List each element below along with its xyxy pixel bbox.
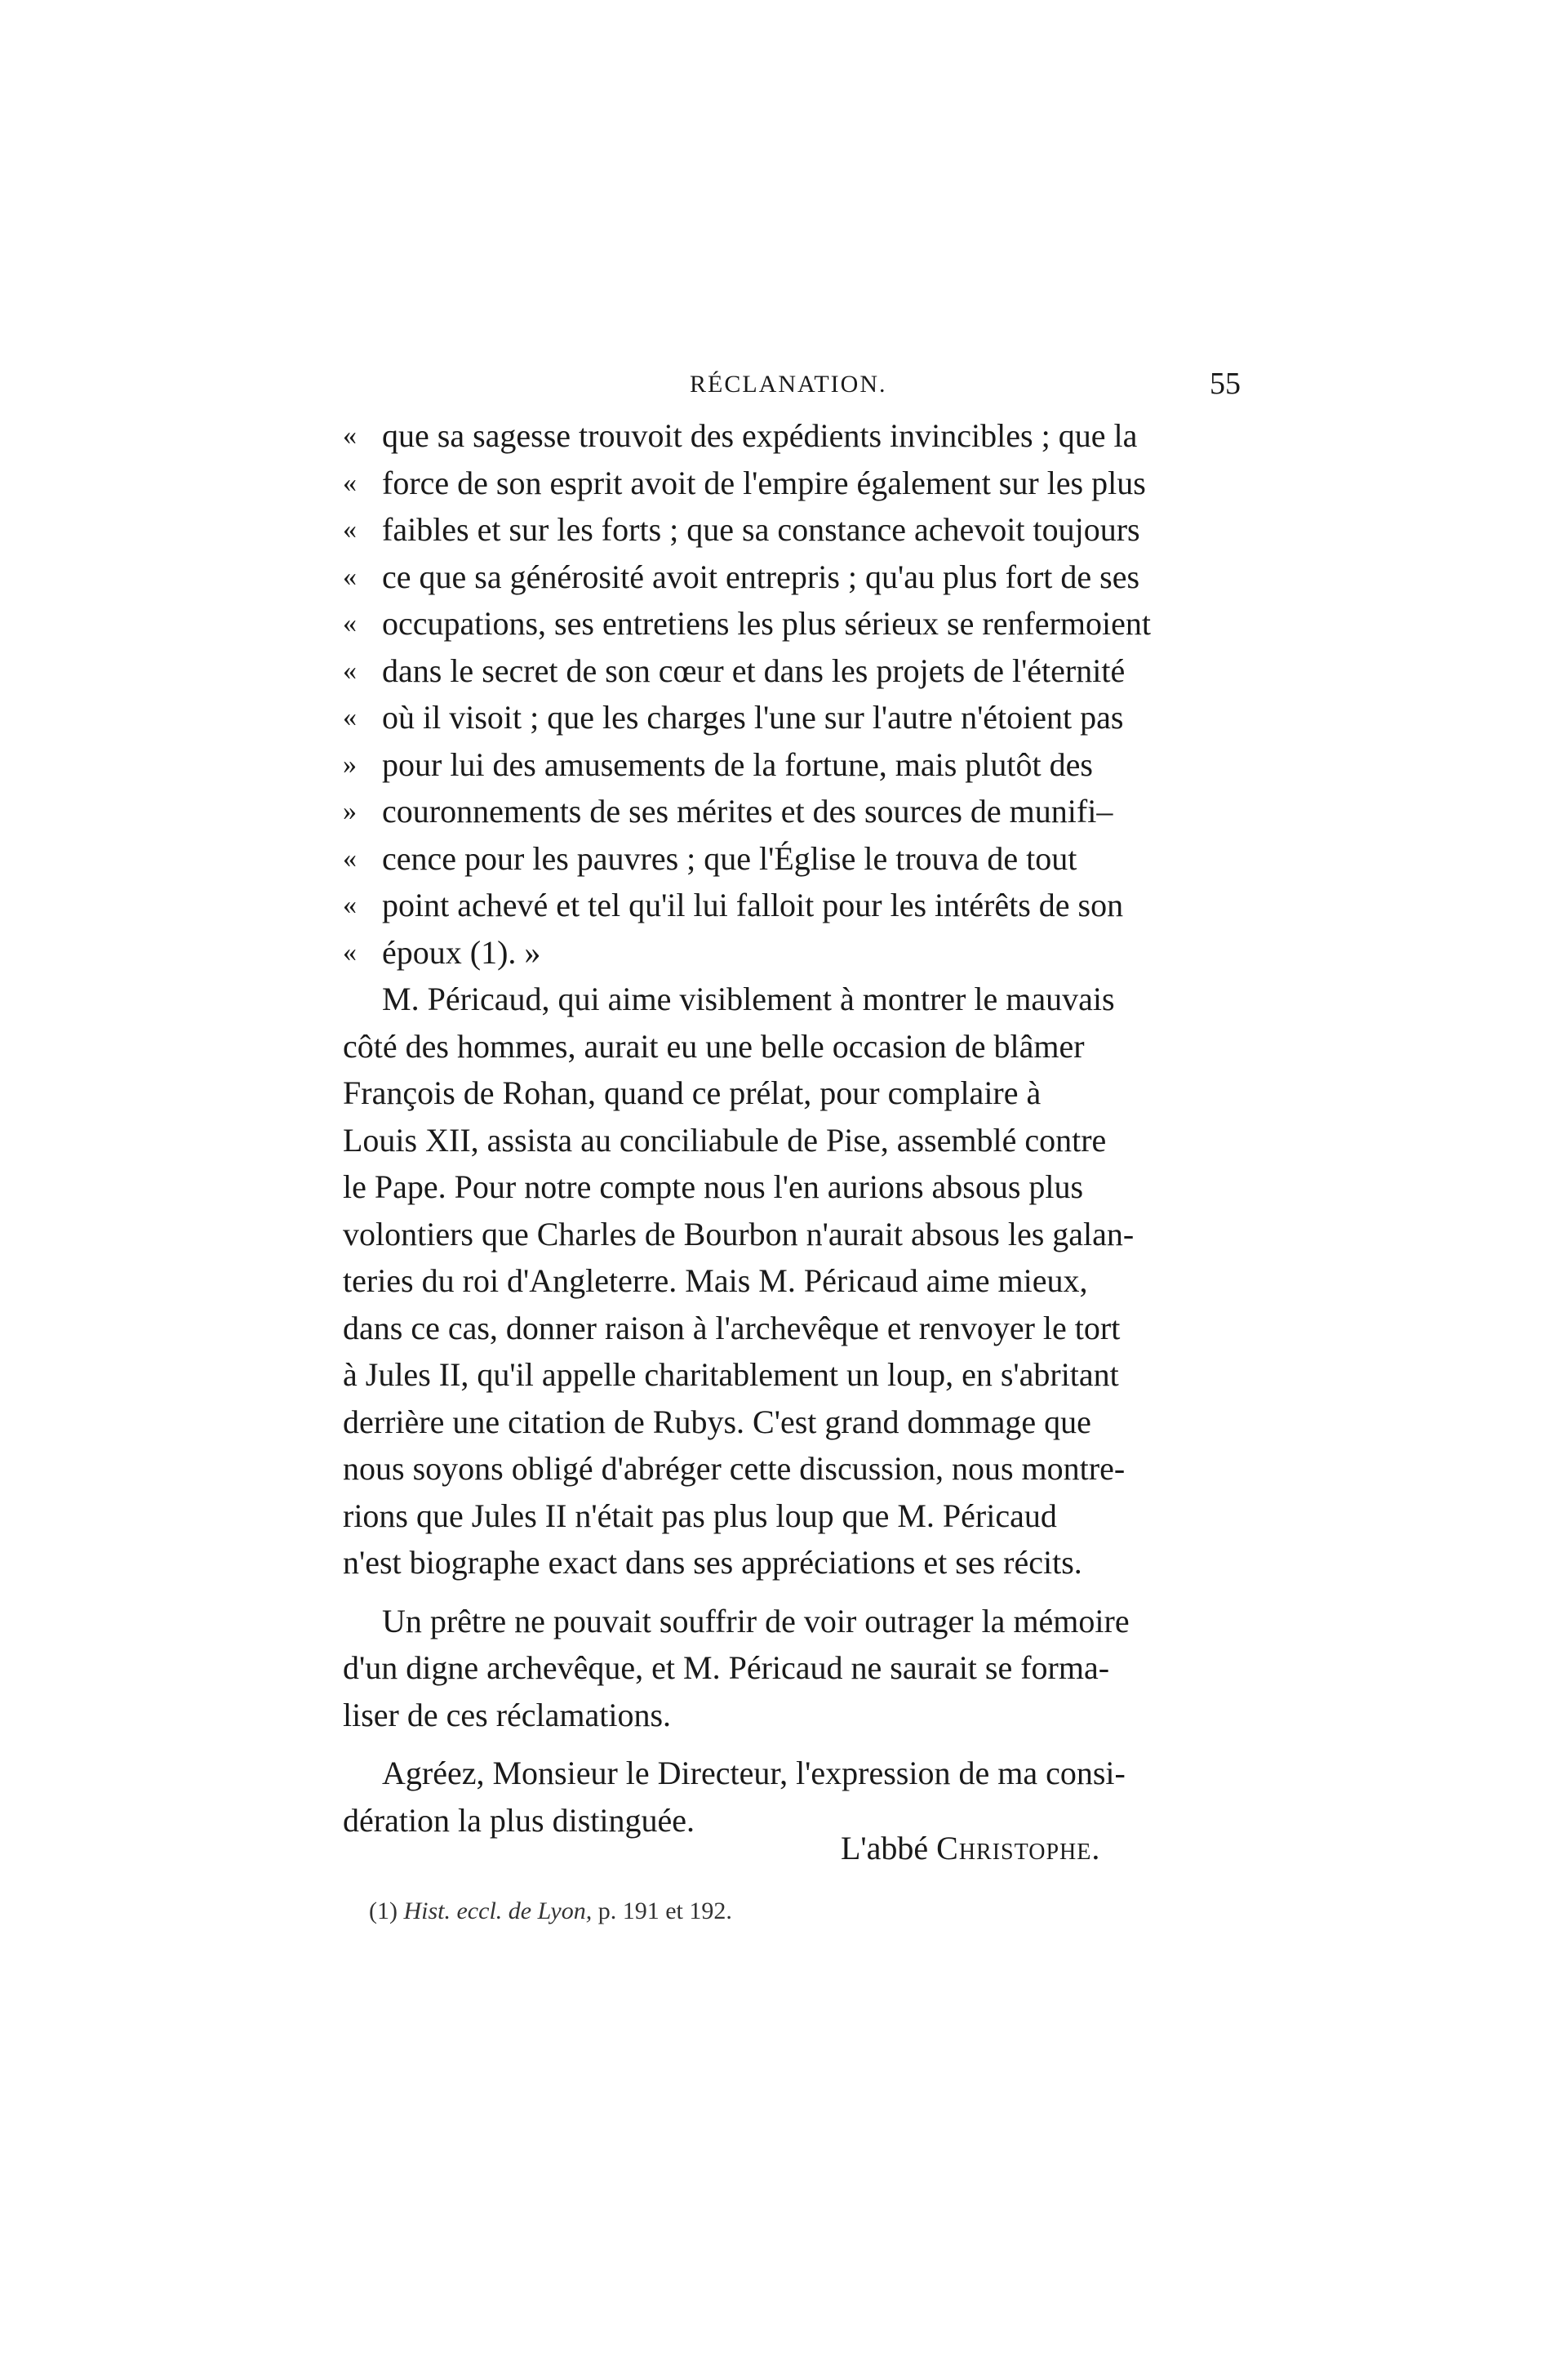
quote-line: « occupations, ses entretiens les plus sérieux se renfermoient [343, 600, 1224, 647]
paragraph-line: volontiers que Charles de Bourbon n'aurait absous les galan- [343, 1215, 1135, 1252]
paragraph-line: à Jules II, qu'il appelle charitablement un loup, en s'abritant [343, 1356, 1119, 1393]
page-number: 55 [1210, 367, 1241, 401]
paragraph-line: d'un digne archevêque, et M. Péricaud ne saurait se forma- [343, 1649, 1110, 1686]
quote-mark: « [343, 890, 357, 920]
paragraph-line: n'est biographe exact dans ses appréciations et ses récits. [343, 1544, 1082, 1581]
paragraph-line: teries du roi d'Angleterre. Mais M. Péricaud aime mieux, [343, 1262, 1088, 1299]
quote-line: « dans le secret de son cœur et dans les projets de l'éternité [343, 647, 1224, 695]
body-text [343, 412, 1224, 1844]
signature [841, 1829, 1100, 1867]
footnote-pages: p. 191 et 192. [597, 1897, 732, 1924]
running-header [645, 366, 1290, 415]
quote-line: « que sa sagesse trouvoit des expédients invincibles ; que la [343, 412, 1224, 460]
quote-mark: » [343, 749, 357, 780]
quote-mark: « [343, 514, 357, 545]
quote-mark: « [343, 702, 357, 732]
signature-prefix: L'abbé [841, 1830, 929, 1866]
running-title: RÉCLANATION. [690, 371, 887, 398]
quote-mark: « [343, 655, 357, 686]
quote-line: « point achevé et tel qu'il lui falloit pour les intérêts de son [343, 882, 1224, 929]
paragraph-line: François de Rohan, quand ce prélat, pour complaire à [343, 1074, 1042, 1111]
quote-mark: « [343, 420, 357, 451]
paragraph-line: dération la plus distinguée. [343, 1801, 695, 1839]
paragraph-line: derrière une citation de Rubys. C'est grand dommage que [343, 1403, 1091, 1440]
quote-line: « cence pour les pauvres ; que l'Église le trouva de tout [343, 835, 1224, 883]
quote-mark: « [343, 843, 357, 874]
quote-line: « époux (1). » [343, 929, 1224, 976]
quote-mark: « [343, 608, 357, 638]
paragraph-line: liser de ces réclamations. [343, 1696, 672, 1733]
paragraph-line: dans ce cas, donner raison à l'archevêque et renvoyer le tort [343, 1309, 1121, 1346]
paragraph-line: Louis XII, assista au conciliabule de Pise, assemblé contre [343, 1121, 1107, 1159]
quote-line: « force de son esprit avoit de l'empire également sur les plus [343, 460, 1224, 507]
paragraph-line: nous soyons obligé d'abréger cette discussion, nous montre- [343, 1450, 1126, 1487]
paragraph-pretre [343, 1598, 1224, 1739]
paragraph-line: côté des hommes, aurait eu une belle occasion de blâmer [343, 1027, 1085, 1065]
paragraph-pericaud [343, 976, 1224, 1586]
quote-line: « ce que sa générosité avoit entrepris ; qu'au plus fort de ses [343, 554, 1224, 601]
quote-line: » couronnements de ses mérites et des sources de munifi– [343, 788, 1224, 835]
quoted-passage [343, 412, 1224, 976]
footnote-source: Hist. eccl. de Lyon, [403, 1897, 593, 1924]
quote-mark: « [343, 467, 357, 498]
paragraph-line: M. Péricaud, qui aime visiblement à montrer le mauvais [382, 981, 1115, 1017]
signature-name: Christophe. [936, 1830, 1101, 1866]
quote-line: » pour lui des amusements de la fortune, mais plutôt des [343, 741, 1224, 789]
footnote [369, 1897, 732, 1925]
paragraph-line: rions que Jules II n'était pas plus loup que M. Péricaud [343, 1497, 1057, 1534]
quote-line: « faibles et sur les forts ; que sa constance achevoit toujours [343, 506, 1224, 554]
quote-mark: « [343, 561, 357, 592]
quote-mark: » [343, 796, 357, 826]
paragraph-line: le Pape. Pour notre compte nous l'en aurions absous plus [343, 1168, 1084, 1205]
footnote-number: (1) [369, 1897, 398, 1924]
quote-mark: « [343, 936, 357, 968]
paragraph-line: Agréez, Monsieur le Directeur, l'expression de ma consi- [382, 1755, 1126, 1791]
quote-line: « où il visoit ; que les charges l'une sur l'autre n'étoient pas [343, 694, 1224, 741]
paragraph-line: Un prêtre ne pouvait souffrir de voir outrager la mémoire [382, 1602, 1130, 1639]
